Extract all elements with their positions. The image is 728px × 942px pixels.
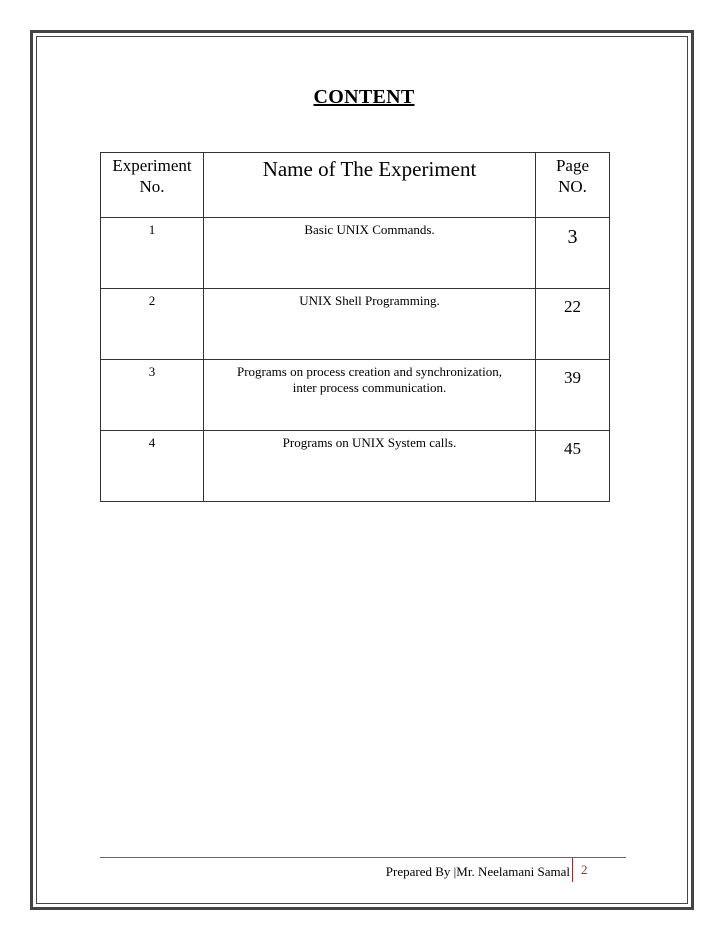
experiment-name — [204, 360, 536, 431]
table-row — [101, 218, 610, 289]
experiment-name-line1: Basic UNIX Commands. — [304, 222, 435, 237]
experiment-page: 39 — [536, 360, 610, 431]
table-header-row — [101, 153, 610, 218]
header-experiment-no — [101, 153, 204, 218]
experiment-page: 45 — [536, 431, 610, 502]
header-page-line2: NO. — [558, 177, 587, 196]
table-row — [101, 360, 610, 431]
header-experiment-name: Name of The Experiment — [204, 153, 536, 218]
experiment-name — [204, 289, 536, 360]
experiment-page: 3 — [536, 218, 610, 289]
experiment-page: 22 — [536, 289, 610, 360]
page-title: CONTENT — [313, 86, 415, 108]
page-title-wrap — [0, 86, 728, 109]
table-row — [101, 431, 610, 502]
experiment-name-line1: Programs on process creation and synchronization, — [237, 364, 502, 379]
footer-rule — [100, 857, 626, 858]
experiment-name-line1: UNIX Shell Programming. — [299, 293, 440, 308]
header-page-no — [536, 153, 610, 218]
header-experiment-line1: Experiment — [112, 156, 192, 175]
header-experiment-line2: No. — [139, 177, 165, 196]
experiment-name-line2: inter process communication. — [292, 380, 447, 395]
contents-table — [100, 152, 610, 502]
experiment-name-line1: Programs on UNIX System calls. — [282, 435, 457, 450]
experiment-name — [204, 218, 536, 289]
experiment-number: 4 — [101, 431, 204, 502]
footer-page-number: 2 — [581, 862, 588, 877]
table-row — [101, 289, 610, 360]
experiment-name — [204, 431, 536, 502]
experiment-number: 2 — [101, 289, 204, 360]
footer-prepared-by: Prepared By |Mr. Neelamani Samal — [385, 864, 570, 879]
header-page-line1: Page — [555, 156, 590, 175]
experiment-number: 3 — [101, 360, 204, 431]
experiment-number: 1 — [101, 218, 204, 289]
